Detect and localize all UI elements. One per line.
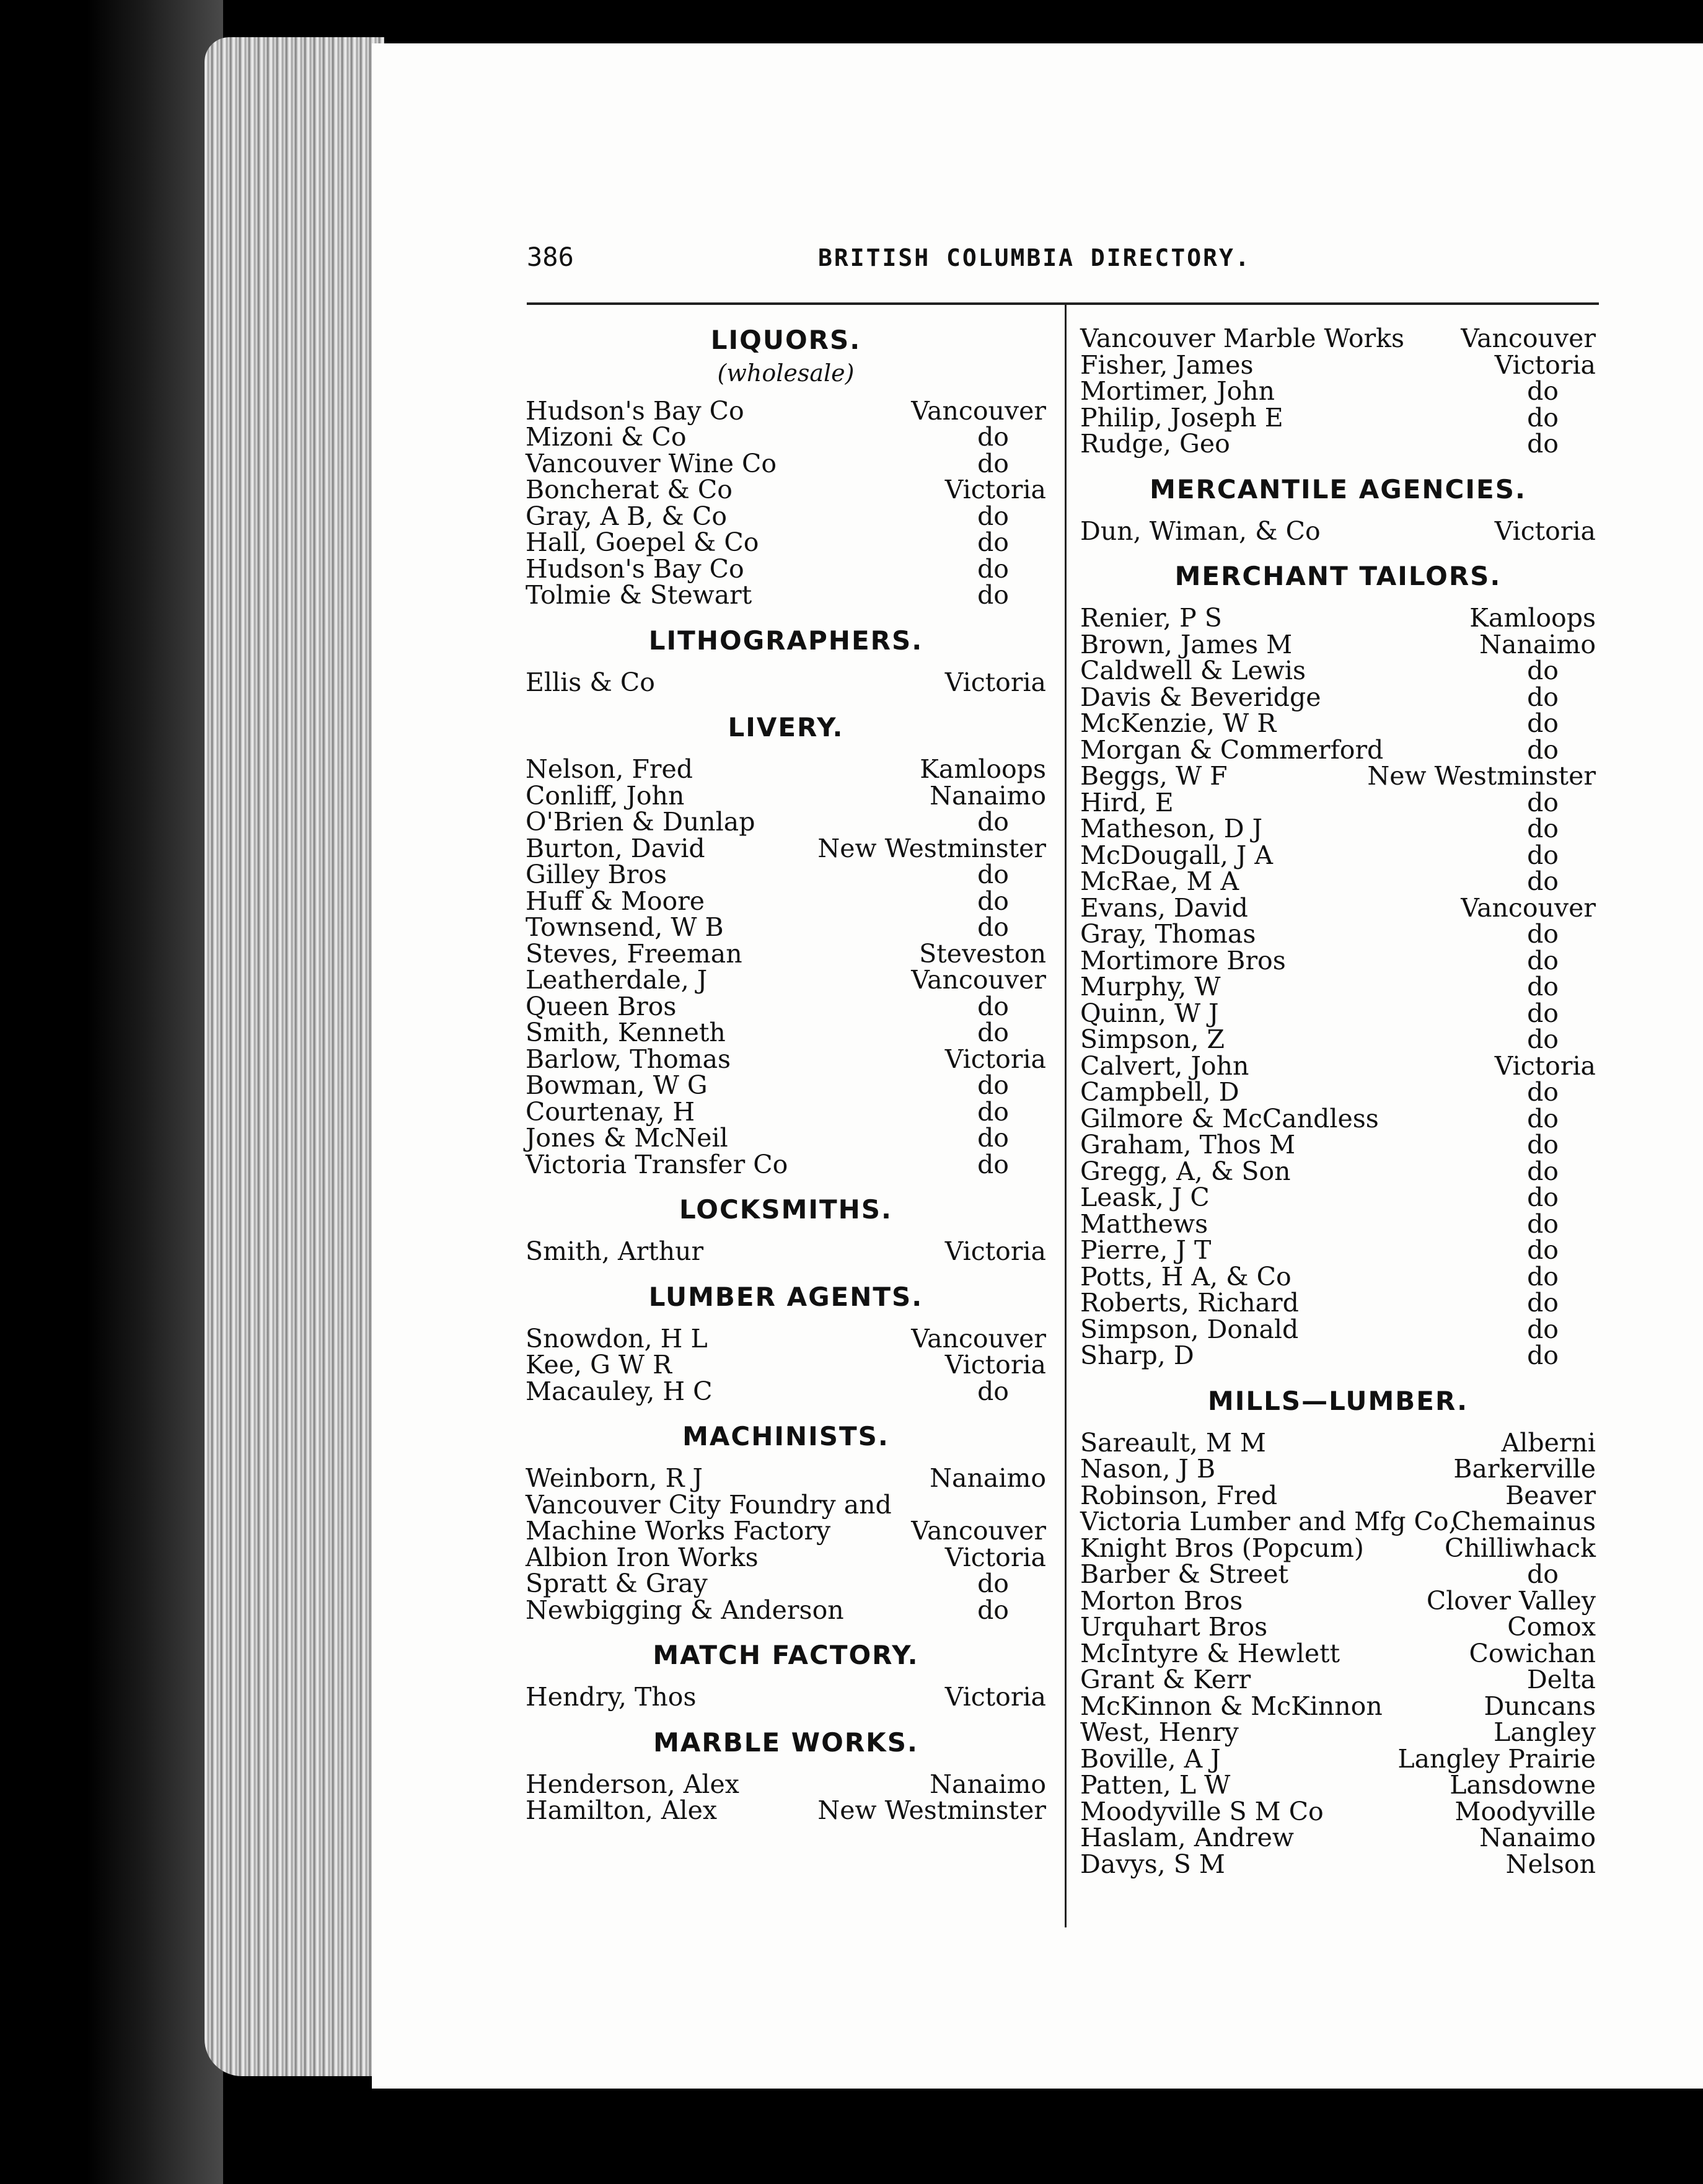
entry-place: do: [1527, 1103, 1559, 1134]
directory-entry: [1080, 1158, 1596, 1185]
entry-place: do: [977, 1123, 1009, 1153]
entry-name: Gilley Bros: [526, 860, 667, 889]
entry-place: Nelson: [1505, 1849, 1596, 1879]
directory-entry: [1080, 518, 1596, 545]
directory-entry: [1080, 431, 1596, 457]
directory-entry: [1080, 1000, 1596, 1027]
page-title: BRITISH COLUMBIA DIRECTORY.: [818, 244, 1251, 271]
directory-entry: [1080, 629, 1596, 659]
entry-name: Hird, E: [1080, 787, 1174, 817]
entry-name: Morgan & Commerford: [1080, 734, 1384, 765]
directory-entry: [1080, 1693, 1596, 1720]
directory-entry: [1080, 352, 1596, 379]
page-number: 386: [527, 242, 574, 272]
entry-name: Hudson's Bay Co: [526, 553, 744, 584]
entry-name: Evans, David: [1080, 892, 1248, 923]
entry-name: Graham, Thos M: [1080, 1130, 1296, 1160]
directory-entry: [1080, 945, 1596, 975]
entry-name: Renier, P S: [1080, 603, 1222, 633]
entry-name: Albion Iron Works: [526, 1542, 759, 1572]
section-heading: MARBLE WORKS.: [653, 1727, 918, 1758]
entry-place: Nanaimo: [930, 1463, 1046, 1493]
section-heading: MERCHANT TAILORS.: [1174, 561, 1502, 591]
entry-name: Conliff, John: [526, 780, 685, 811]
directory-entry: [526, 424, 1046, 451]
directory-entry: [1080, 1719, 1596, 1746]
entry-name: Barlow, Thomas: [526, 1044, 731, 1074]
directory-entry: [1080, 684, 1596, 711]
entry-place: do: [1527, 945, 1559, 975]
directory-entry: [1080, 1132, 1596, 1158]
entry-place: do: [1527, 814, 1559, 843]
section-heading: MACHINISTS.: [682, 1421, 889, 1451]
entry-place: do: [1527, 1156, 1559, 1186]
section-heading: LUMBER AGENTS.: [648, 1281, 923, 1312]
directory-entry: [1080, 763, 1596, 790]
entry-place: do: [1527, 787, 1559, 817]
entry-name: Campbell, D: [1080, 1077, 1239, 1107]
directory-entry: [526, 669, 1046, 696]
entry-name: Beggs, W F: [1080, 761, 1228, 791]
entry-name: Huff & Moore: [526, 886, 705, 916]
directory-entry: [526, 1125, 1046, 1151]
directory-entry: [526, 993, 1046, 1020]
entry-place: do: [977, 580, 1009, 610]
entry-name: Caldwell & Lewis: [1080, 656, 1306, 685]
entry-place: Vancouver: [911, 965, 1046, 995]
directory-entry: [1080, 1026, 1596, 1053]
entry-name: Courtenay, H: [526, 1096, 695, 1127]
entry-name: Newbigging & Anderson: [526, 1595, 844, 1625]
entry-name: McKenzie, W R: [1080, 708, 1277, 738]
directory-entry: [1080, 1508, 1596, 1535]
directory-entry: [1080, 325, 1596, 352]
entry-place: Moodyville: [1454, 1796, 1596, 1826]
entry-name: Matheson, D J: [1080, 814, 1263, 843]
entry-place: Victoria: [1494, 1050, 1596, 1081]
entry-name: Grant & Kerr: [1080, 1665, 1251, 1694]
directory-entry: [1080, 1427, 1596, 1458]
entry-name: Smith, Arthur: [526, 1236, 704, 1266]
directory-entry: [1080, 816, 1596, 842]
directory-entry: [526, 1570, 1046, 1597]
entry-place: Lansdowne: [1450, 1770, 1596, 1800]
directory-entry: [526, 1019, 1046, 1046]
entry-place: do: [1527, 1559, 1559, 1589]
entry-place: do: [1527, 1314, 1559, 1344]
directory-entry: [1080, 1561, 1596, 1588]
entry-name: Smith, Kenneth: [526, 1018, 726, 1047]
entry-place: do: [1527, 1235, 1559, 1265]
entry-name: Nelson, Fred: [526, 754, 693, 784]
entry-name: Brown, James M: [1080, 629, 1293, 659]
directory-entry: [1080, 842, 1596, 869]
entry-name: Murphy, W: [1080, 972, 1221, 1002]
entry-place: do: [1527, 734, 1559, 765]
entry-name: McIntyre & Hewlett: [1080, 1638, 1340, 1668]
directory-entry: [526, 914, 1046, 941]
entry-place: do: [977, 1569, 1009, 1598]
entry-name: Nason, J B: [1080, 1454, 1216, 1484]
page-edges: [205, 37, 384, 2076]
section-heading: LIQUORS.: [710, 325, 861, 355]
entry-name: Vancouver City Foundry and: [526, 1489, 892, 1520]
section-subheading: (wholesale): [717, 359, 855, 387]
entry-name: Boville, A J: [1080, 1743, 1221, 1774]
entry-place: do: [1527, 1130, 1559, 1160]
entry-name: Roberts, Richard: [1080, 1288, 1299, 1318]
directory-entry: [1080, 1482, 1596, 1509]
header-rule: [527, 302, 1599, 305]
directory-entry: [1080, 1342, 1596, 1369]
entry-name: Gregg, A, & Son: [1080, 1156, 1291, 1186]
directory-entry: [1080, 868, 1596, 895]
entry-name: Matthews: [1080, 1209, 1208, 1239]
right-column: [1080, 325, 1596, 1877]
directory-page: [372, 43, 1703, 2089]
directory-entry: [1080, 1796, 1596, 1826]
entry-name: Sareault, M M: [1080, 1427, 1266, 1458]
entry-place: do: [977, 1070, 1009, 1100]
directory-entry: [526, 503, 1046, 530]
entry-place: New Westminster: [817, 833, 1046, 863]
directory-entry: [1080, 1261, 1596, 1292]
entry-name: Sharp, D: [1080, 1341, 1194, 1370]
entry-name: Leatherdale, J: [526, 965, 708, 995]
directory-entry: [526, 1238, 1046, 1265]
directory-entry: [526, 1378, 1046, 1405]
directory-entry: [1080, 710, 1596, 737]
entry-place: do: [1527, 1288, 1559, 1318]
directory-entry: [526, 888, 1046, 915]
directory-entry: [526, 529, 1046, 556]
entry-place: do: [977, 1018, 1009, 1047]
directory-entry: [1080, 1851, 1596, 1878]
directory-entry: [1080, 1614, 1596, 1640]
entry-name: Robinson, Fred: [1080, 1480, 1278, 1510]
entry-name: Machine Works Factory: [526, 1516, 831, 1546]
section-heading: MATCH FACTORY.: [653, 1640, 919, 1670]
entry-place: Victoria: [944, 667, 1046, 697]
entry-name: Jones & McNeil: [526, 1123, 728, 1153]
entry-place: do: [977, 886, 1009, 916]
entry-place: do: [1527, 708, 1559, 738]
entry-name: Morton Bros: [1080, 1585, 1243, 1616]
left-column: [526, 325, 1046, 1824]
entry-name: West, Henry: [1080, 1717, 1239, 1747]
entry-place: Vancouver: [911, 1323, 1046, 1354]
section-heading: MERCANTILE AGENCIES.: [1150, 473, 1526, 504]
entry-place: Victoria: [1494, 516, 1596, 546]
section-heading: LIVERY.: [728, 712, 844, 742]
entry-name: Quinn, W J: [1080, 998, 1219, 1028]
entry-place: do: [1527, 1261, 1559, 1292]
entry-place: do: [1527, 1024, 1559, 1054]
directory-entry: [526, 1151, 1046, 1178]
entry-name: Weinborn, R J: [526, 1463, 703, 1493]
entry-place: do: [1527, 998, 1559, 1028]
section-heading: LITHOGRAPHERS.: [648, 625, 923, 656]
entry-place: do: [1527, 919, 1559, 949]
directory-entry: [1080, 1290, 1596, 1316]
entry-name: Simpson, Donald: [1080, 1314, 1299, 1344]
directory-entry: [1080, 787, 1596, 817]
directory-entry: [1080, 892, 1596, 923]
entry-place: do: [977, 1096, 1009, 1127]
entry-name: Spratt & Gray: [526, 1569, 708, 1598]
entry-name: Steves, Freeman: [526, 938, 742, 969]
entry-name: McRae, M A: [1080, 866, 1239, 896]
entry-place: Chilliwhack: [1445, 1533, 1596, 1563]
directory-entry: [1080, 1640, 1596, 1667]
entry-name: Hudson's Bay Co: [526, 395, 744, 426]
entry-place: do: [977, 860, 1009, 889]
directory-entry: [1080, 1184, 1596, 1211]
entry-name: Henderson, Alex: [526, 1769, 739, 1799]
entry-place: do: [1527, 972, 1559, 1002]
directory-entry: [526, 1544, 1046, 1571]
entry-place: Chemainus: [1451, 1507, 1596, 1536]
entry-place: Victoria: [944, 1350, 1046, 1380]
directory-entry: [526, 582, 1046, 609]
entry-place: Delta: [1526, 1665, 1596, 1694]
entry-place: do: [977, 807, 1009, 837]
entry-name: Bowman, W G: [526, 1070, 708, 1100]
entry-place: do: [977, 912, 1009, 942]
entry-name: Gray, A B, & Co: [526, 501, 727, 531]
entry-name: Potts, H A, & Co: [1080, 1261, 1292, 1292]
entry-name: Simpson, Z: [1080, 1024, 1225, 1054]
entry-place: Cowichan: [1469, 1638, 1596, 1668]
entry-place: Kamloops: [920, 754, 1046, 784]
entry-name: Hamilton, Alex: [526, 1795, 718, 1825]
directory-entry: [526, 477, 1046, 503]
directory-entry: [1080, 1079, 1596, 1106]
entry-name: Urquhart Bros: [1080, 1612, 1268, 1642]
entry-name: O'Brien & Dunlap: [526, 807, 755, 837]
entry-name: Vancouver Marble Works: [1080, 324, 1405, 353]
directory-entry: [1080, 1585, 1596, 1616]
entry-name: Victoria Transfer Co: [526, 1149, 788, 1179]
entry-name: Philip, Joseph E: [1080, 402, 1283, 433]
column-divider: [1065, 304, 1067, 1927]
entry-place: do: [977, 553, 1009, 584]
entry-place: Clover Valley: [1426, 1585, 1596, 1616]
directory-entry: [1080, 1316, 1596, 1343]
directory-entry: [526, 395, 1046, 426]
entry-place: Comox: [1507, 1612, 1596, 1642]
entry-name: Boncherat & Co: [526, 475, 733, 504]
directory-entry: [1080, 1050, 1596, 1081]
directory-entry: [526, 1072, 1046, 1099]
entry-place: Duncans: [1484, 1691, 1596, 1721]
entry-name: Macauley, H C: [526, 1376, 713, 1406]
entry-name: Gray, Thomas: [1080, 919, 1256, 949]
entry-name: Ellis & Co: [526, 667, 655, 697]
directory-entry: [526, 967, 1046, 993]
entry-name: Barber & Street: [1080, 1559, 1289, 1589]
directory-entry: [1080, 734, 1596, 765]
entry-place: do: [977, 448, 1009, 478]
entry-name: Mortimore Bros: [1080, 945, 1286, 975]
entry-place: Victoria: [944, 475, 1046, 504]
entry-name: Gilmore & McCandless: [1080, 1103, 1379, 1134]
entry-name: Pierre, J T: [1080, 1235, 1212, 1265]
entry-place: Victoria: [944, 1682, 1046, 1712]
entry-place: do: [1527, 1077, 1559, 1107]
entry-place: Victoria: [944, 1542, 1046, 1572]
directory-entry: [1080, 605, 1596, 632]
directory-entry: [526, 1096, 1046, 1127]
entry-place: do: [977, 991, 1009, 1021]
entry-name: Mizoni & Co: [526, 422, 687, 452]
entry-place: do: [1527, 682, 1559, 712]
directory-entry: [526, 553, 1046, 584]
directory-entry: [526, 1323, 1046, 1354]
directory-entry: [526, 861, 1046, 888]
entry-name: Haslam, Andrew: [1080, 1823, 1294, 1852]
entry-name: Davys, S M: [1080, 1849, 1225, 1879]
directory-entry: [526, 780, 1046, 811]
section-heading: MILLS—LUMBER.: [1207, 1385, 1469, 1416]
entry-place: do: [1527, 429, 1559, 459]
entry-place: do: [1527, 1182, 1559, 1212]
entry-name: Leask, J C: [1080, 1182, 1210, 1212]
entry-name: Knight Bros (Popcum): [1080, 1533, 1364, 1563]
entry-place: New Westminster: [1367, 761, 1596, 791]
entry-place: Nanaimo: [930, 780, 1046, 811]
entry-name: Dun, Wiman, & Co: [1080, 516, 1321, 546]
directory-entry: [526, 756, 1046, 783]
entry-name: Moodyville S M Co: [1080, 1796, 1324, 1826]
entry-place: do: [977, 527, 1009, 557]
entry-place: Victoria: [944, 1236, 1046, 1266]
directory-entry: [1080, 1456, 1596, 1482]
directory-entry: [526, 1597, 1046, 1624]
directory-entry: [526, 1465, 1046, 1492]
directory-entry: [1080, 1237, 1596, 1264]
entry-name: Kee, G W R: [526, 1350, 672, 1380]
entry-place: Nanaimo: [930, 1769, 1046, 1799]
entry-place: Alberni: [1501, 1427, 1596, 1458]
entry-place: do: [1527, 840, 1559, 870]
entry-name: Patten, L W: [1080, 1770, 1231, 1800]
directory-entry: [526, 1518, 1046, 1544]
directory-entry: [1080, 402, 1596, 433]
directory-entry: [526, 1771, 1046, 1798]
directory-entry: [526, 1684, 1046, 1711]
directory-entry: [1080, 1211, 1596, 1238]
entry-place: do: [1527, 1209, 1559, 1239]
entry-name: Burton, David: [526, 833, 705, 863]
directory-entry: [526, 938, 1046, 969]
directory-entry: [526, 1352, 1046, 1378]
entry-name: Hendry, Thos: [526, 1682, 697, 1712]
entry-place: do: [1527, 1341, 1559, 1370]
entry-place: do: [977, 422, 1009, 452]
entry-place: Barkerville: [1453, 1454, 1596, 1484]
directory-entry: [1080, 1825, 1596, 1851]
section-heading: LOCKSMITHS.: [679, 1194, 892, 1225]
directory-entry: [1080, 658, 1596, 684]
entry-place: Langley: [1494, 1717, 1596, 1747]
entry-place: do: [977, 1595, 1009, 1625]
entry-place: Langley Prairie: [1397, 1743, 1596, 1774]
entry-name: Hall, Goepel & Co: [526, 527, 759, 557]
entry-place: Vancouver: [1461, 324, 1596, 353]
directory-entry: [526, 809, 1046, 835]
entry-place: do: [1527, 376, 1559, 406]
entry-place: Vancouver: [1461, 892, 1596, 923]
entry-place: New Westminster: [817, 1795, 1046, 1825]
directory-entry: [526, 1489, 1046, 1520]
entry-place: Vancouver: [911, 395, 1046, 426]
directory-entry: [1080, 1743, 1596, 1774]
directory-entry: [526, 1797, 1046, 1824]
entry-place: Beaver: [1505, 1480, 1596, 1510]
entry-name: Calvert, John: [1080, 1050, 1249, 1081]
entry-place: do: [1527, 656, 1559, 685]
directory-entry: [526, 1046, 1046, 1073]
entry-name: Fisher, James: [1080, 350, 1254, 380]
directory-entry: [1080, 1103, 1596, 1134]
entry-name: Townsend, W B: [526, 912, 724, 942]
entry-place: do: [977, 501, 1009, 531]
entry-place: Kamloops: [1469, 603, 1596, 633]
directory-entry: [1080, 1535, 1596, 1562]
directory-entry: [1080, 1772, 1596, 1799]
directory-entry: [526, 835, 1046, 862]
entry-name: Vancouver Wine Co: [526, 448, 777, 478]
entry-name: Victoria Lumber and Mfg Co,: [1080, 1507, 1457, 1536]
directory-entry: [1080, 1667, 1596, 1693]
entry-name: Queen Bros: [526, 991, 677, 1021]
entry-name: McKinnon & McKinnon: [1080, 1691, 1383, 1721]
entry-place: do: [977, 1149, 1009, 1179]
entry-name: Snowdon, H L: [526, 1323, 708, 1354]
entry-place: do: [1527, 866, 1559, 896]
directory-entry: [1080, 921, 1596, 948]
entry-name: McDougall, J A: [1080, 840, 1273, 870]
entry-name: Davis & Beveridge: [1080, 682, 1321, 712]
entry-place: Nanaimo: [1479, 629, 1596, 659]
book-spine-shadow: [87, 0, 223, 2184]
entry-name: Tolmie & Stewart: [526, 580, 752, 610]
entry-place: Vancouver: [911, 1516, 1046, 1546]
directory-entry: [1080, 378, 1596, 405]
running-head: [372, 242, 1703, 279]
entry-name: Mortimer, John: [1080, 376, 1275, 406]
entry-place: Nanaimo: [1479, 1823, 1596, 1852]
directory-entry: [526, 448, 1046, 478]
entry-place: do: [1527, 402, 1559, 433]
entry-place: do: [977, 1376, 1009, 1406]
entry-place: Victoria: [944, 1044, 1046, 1074]
entry-place: Steveston: [919, 938, 1046, 969]
entry-name: Rudge, Geo: [1080, 429, 1230, 459]
directory-entry: [1080, 974, 1596, 1000]
entry-place: Victoria: [1494, 350, 1596, 380]
